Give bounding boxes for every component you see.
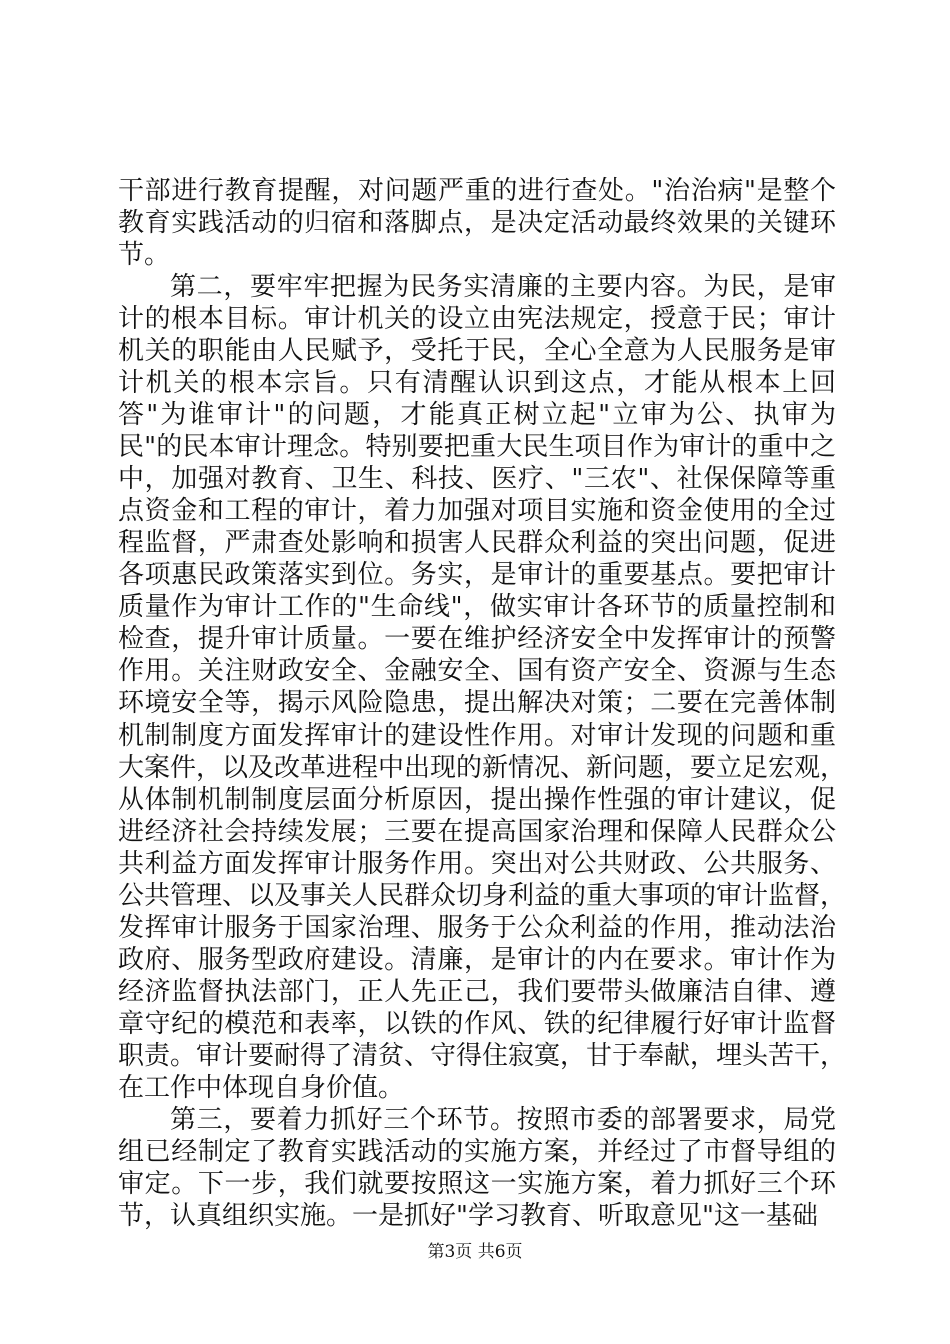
text-line: 大案件，以及改革进程中出现的新情况、新问题，要立足宏观， [118, 752, 847, 783]
text-line: 组已经制定了教育实践活动的实施方案，并经过了市督导组的 [118, 1136, 836, 1167]
text-line: 检查，提升审计质量。一要在维护经济安全中发挥审计的预警 [118, 624, 836, 655]
text-line: 从体制机制制度层面分析原因，提出操作性强的审计建议，促 [118, 784, 836, 815]
text-line: 教育实践活动的归宿和落脚点，是决定活动最终效果的关键环 [118, 208, 836, 239]
text-line: 政府、服务型政府建设。清廉，是审计的内在要求。审计作为 [118, 944, 836, 975]
text-line: 机关的职能由人民赋予，受托于民，全心全意为人民服务是审 [118, 336, 836, 367]
text-line: 程监督，严肃查处影响和损害人民群众利益的突出问题，促进 [118, 528, 836, 559]
text-line: 计机关的根本宗旨。只有清醒认识到这点，才能从根本上回 [118, 368, 836, 399]
text-line: 干部进行教育提醒，对问题严重的进行查处。"治治病"是整个 [118, 176, 836, 206]
text-line: 民"的民本审计理念。特别要把重大民生项目作为审计的重中之 [118, 432, 836, 463]
text-line: 中，加强对教育、卫生、科技、医疗、"三农"、社保保障等重 [118, 464, 836, 495]
text-line: 审定。下一步，我们就要按照这一实施方案，着力抓好三个环 [118, 1168, 836, 1199]
text-line: 机制制度方面发挥审计的建设性作用。对审计发现的问题和重 [118, 720, 836, 751]
text-line: 在工作中体现自身价值。 [118, 1072, 405, 1103]
text-line: 质量作为审计工作的"生命线"，做实审计各环节的质量控制和 [118, 592, 836, 623]
text-line: 章守纪的模范和表率，以铁的作风、铁的纪律履行好审计监督 [118, 1008, 836, 1039]
text-line: 职责。审计要耐得了清贫、守得住寂寞，甘于奉献，埋头苦干， [118, 1040, 847, 1071]
page-number-footer: 第3页 共6页 [427, 1242, 523, 1262]
text-line: 点资金和工程的审计，着力加强对项目实施和资金使用的全过 [118, 496, 836, 527]
text-line: 发挥审计服务于国家治理、服务于公众利益的作用，推动法治 [118, 912, 836, 943]
text-line: 计的根本目标。审计机关的设立由宪法规定，授意于民；审计 [118, 304, 836, 335]
text-line: 节。 [118, 240, 171, 271]
text-line: 各项惠民政策落实到位。务实，是审计的重要基点。要把审计 [118, 560, 836, 591]
paragraph-start-line: 第三，要着力抓好三个环节。按照市委的部署要求，局党 [170, 1104, 836, 1135]
text-line: 进经济社会持续发展；三要在提高国家治理和保障人民群众公 [118, 816, 836, 847]
text-line: 作用。关注财政安全、金融安全、国有资产安全、资源与生态 [118, 656, 836, 687]
paragraph-start-line: 第二，要牢牢把握为民务实清廉的主要内容。为民，是审 [170, 272, 836, 303]
text-line: 经济监督执法部门，正人先正己，我们要带头做廉洁自律、遵 [118, 976, 836, 1007]
text-line: 共利益方面发挥审计服务作用。突出对公共财政、公共服务、 [118, 848, 836, 879]
text-line: 答"为谁审计"的问题，才能真正树立起"立审为公、执审为 [118, 400, 836, 431]
text-line: 公共管理、以及事关人民群众切身利益的重大事项的审计监督， [118, 880, 847, 911]
text-line: 环境安全等，揭示风险隐患，提出解决对策；二要在完善体制 [118, 688, 836, 719]
text-line: 节，认真组织实施。一是抓好"学习教育、听取意见"这一基础 [118, 1200, 818, 1231]
